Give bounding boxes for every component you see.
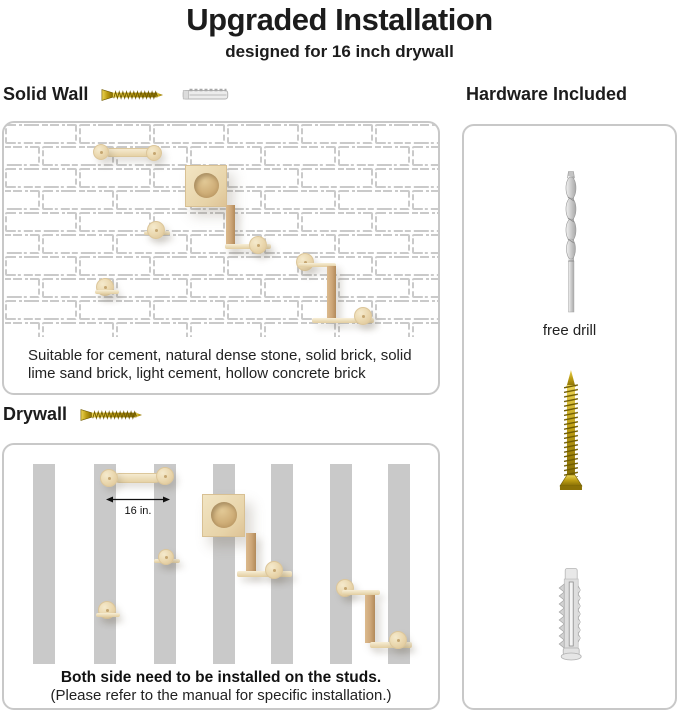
drywall-heading-row: [3, 404, 142, 425]
page-title: Upgraded Installation: [186, 2, 493, 37]
mount-disc: [147, 221, 165, 239]
solid-wall-caption: Suitable for cement, natural dense stone, solid brick, solid lime sand brick, light cement, hollow concrete brick: [28, 347, 412, 382]
mount-disc: [93, 144, 109, 160]
mount-disc: [146, 145, 162, 161]
solid-wall-heading: Solid Wall: [3, 84, 89, 104]
drill-label: free drill: [542, 322, 597, 339]
mount-disc: [158, 549, 174, 565]
solid-wall-panel: [2, 121, 440, 395]
cat-step-bar: [114, 473, 161, 483]
hardware-heading: Hardware Included: [466, 84, 628, 104]
mount-disc: [296, 253, 314, 271]
drywall-note-secondary: (Please refer to the manual for specific installation.): [50, 687, 392, 704]
climb-rail: [327, 266, 336, 318]
stud-spacing-label: 16 in.: [124, 505, 152, 517]
wall-stud: [94, 464, 116, 664]
drywall-heading: Drywall: [3, 404, 68, 424]
cube-hole: [194, 173, 219, 198]
cube-hole: [211, 502, 237, 528]
cat-step-board: [96, 613, 120, 617]
wall-stud: [33, 464, 55, 664]
screw-icon: [558, 370, 582, 492]
mount-disc: [100, 469, 118, 487]
screw-icon: [80, 408, 142, 422]
climb-rail: [246, 533, 256, 573]
mount-disc: [249, 236, 267, 254]
mount-disc: [265, 561, 283, 579]
screw-icon: [101, 88, 163, 102]
solid-wall-heading-row: [3, 84, 229, 105]
wall-anchor-icon: [556, 568, 586, 662]
brick-wall-pattern: [4, 123, 438, 337]
hardware-panel: [462, 124, 677, 710]
cat-step-board: [95, 290, 119, 294]
mount-disc: [389, 631, 407, 649]
page-subtitle: designed for 16 inch drywall: [225, 42, 454, 61]
dimension-arrow: [106, 495, 170, 504]
drill-bit-icon: [562, 171, 578, 314]
wall-anchor-icon: [182, 88, 229, 101]
cat-cube: [185, 165, 227, 207]
climb-rail: [365, 595, 375, 643]
wall-stud: [330, 464, 352, 664]
cat-cube: [202, 494, 245, 537]
mount-disc: [354, 307, 372, 325]
drywall-panel: [2, 443, 440, 710]
climb-rail: [226, 205, 235, 246]
mount-disc: [156, 467, 174, 485]
drywall-note-primary: Both side need to be installed on the studs.: [60, 669, 382, 686]
